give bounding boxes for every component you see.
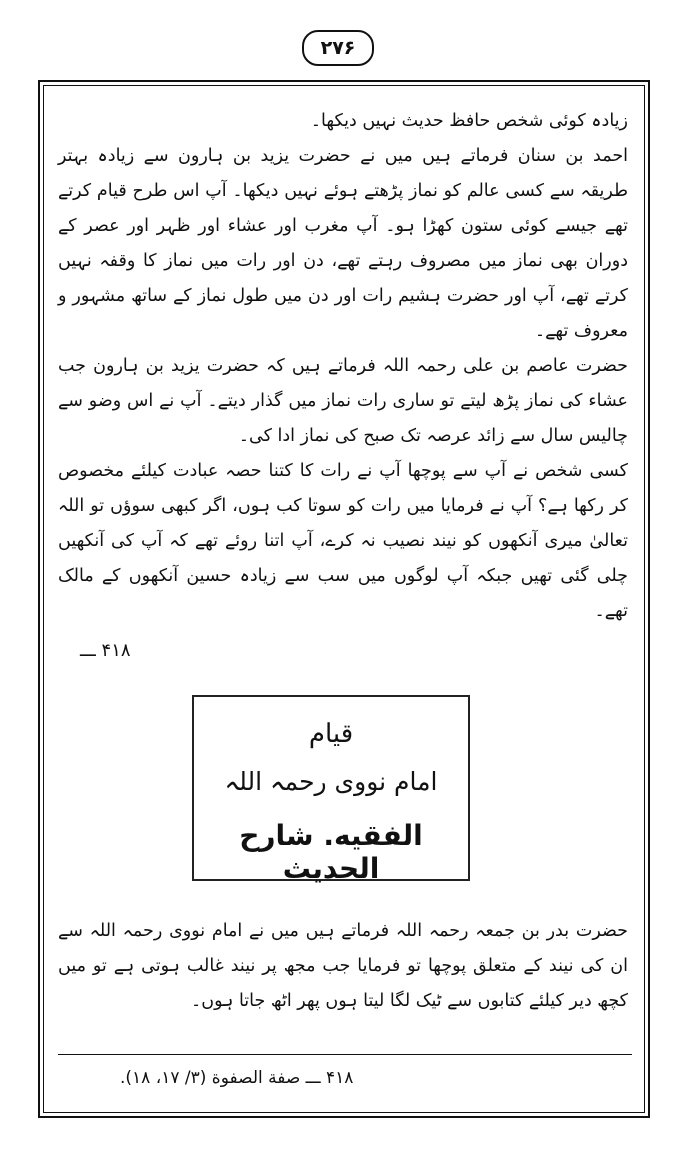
footnote-divider [58, 1054, 632, 1055]
paragraph: احمد بن سنان فرماتے ہیں میں نے حضرت یزید بن ہارون سے زیادہ بہتر طریقہ سے کسی عالم کو نماز پڑھتے ہوئے نہیں دیکھا۔ آپ اس طرح قیام کرتے تھے جیسے کوئی ستون کھڑا ہو۔ آپ مغرب اور عشاء اور ظہر اور عصر کے دوران بھی نماز میں مصروف رہتے تھے، دن اور رات میں نماز کا وقفہ نہیں کرتے تھے، آپ اور حضرت ہشیم رات اور دن میں طول نماز کے ساتھ مشہور و معروف تھے۔ [58, 146, 628, 341]
section-subtitle: الفقیه. شارح الحدیث [239, 819, 423, 885]
section-title-box [192, 695, 470, 885]
closing-paragraph: حضرت بدر بن جمعہ رحمہ اللہ فرماتے ہیں میں نے امام نووی رحمہ اللہ سے ان کی نیند کے متعلق پوچھا تو فرمایا جب مجھ پر نیند غالب ہوتی ہے تو میں کچھ دیر کیلئے کتابوں سے ٹیک لگا لیتا ہوں پھر اٹھ جاتا ہوں۔ [58, 921, 628, 1011]
section-person: امام نووی رحمہ اللہ [224, 767, 438, 796]
paragraph: کسی شخص نے آپ سے پوچھا آپ نے رات کا کتنا حصہ عبادت کیلئے مخصوص کر رکھا ہے؟ آپ نے فرمایا میں رات کو سوتا کب ہوں، اگر کبھی سوؤں تو اللہ تعالیٰ میری آنکھوں کو نیند نصیب نہ کرے، آپ اتنا روئے تھے کہ آپ کی آنکھیں چلی گئی تھیں جبکہ آپ لوگوں میں سب سے زیادہ حسین آنکھوں کے مالک تھے۔ [58, 461, 628, 621]
paragraph: زیادہ کوئی شخص حافظ حدیث نہیں دیکھا۔ [310, 111, 628, 131]
section-title: قیام [308, 719, 354, 749]
main-text [58, 104, 628, 629]
paragraph: حضرت عاصم بن علی رحمہ اللہ فرماتے ہیں کہ حضرت یزید بن ہارون جب عشاء کی نماز پڑھ لیتے تو ساری رات نماز میں گذار دیتے۔ آپ نے اس وضو سے چالیس سال سے زائد عرصہ تک صبح کی نماز ادا کی۔ [58, 356, 628, 446]
page-number: ۲۷۶ [302, 30, 374, 66]
footnote: ۴۱۸ ـــ صفة الصفوة (۳/ ۱۷، ۱۸). [120, 1068, 354, 1088]
reference-mark: ۴۱۸ ـــ [80, 640, 131, 661]
